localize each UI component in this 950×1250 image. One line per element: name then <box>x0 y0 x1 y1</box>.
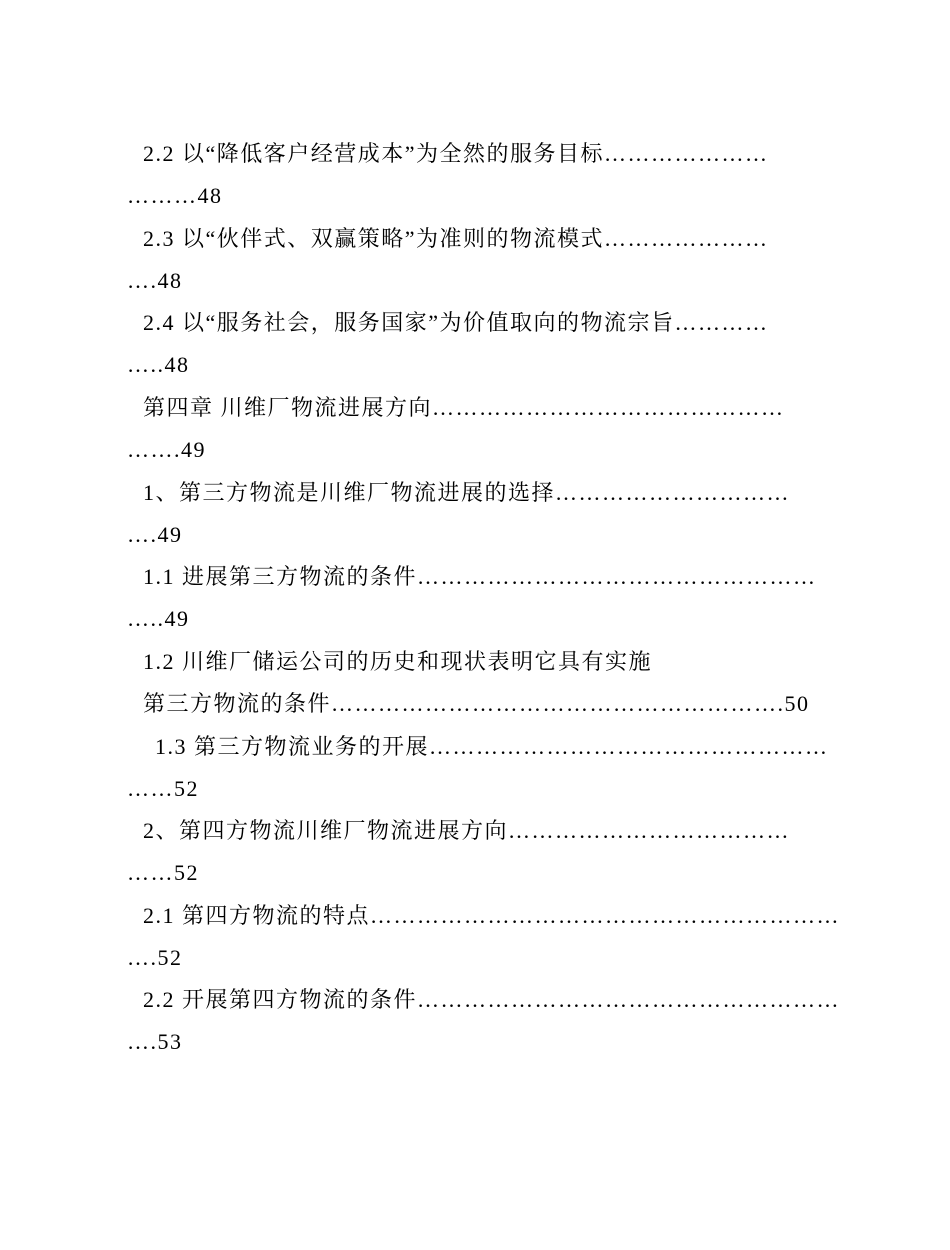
toc-entry-1-page: ….49 <box>127 522 183 547</box>
toc-entry-1-2-page: 第三方物流的条件………………………………………………….50 <box>143 691 810 716</box>
toc-entry-2-2b-title: 2.2 开展第四方物流的条件……………………………………………… <box>143 987 841 1012</box>
toc-entry-1-3-title: 1.3 第三方物流业务的开展…………………………………………… <box>155 734 829 759</box>
toc-entry-1-title: 1、第三方物流是川维厂物流进展的选择………………………… <box>143 480 791 505</box>
toc-entry-2-2-page: ………48 <box>127 183 223 208</box>
toc-entry-1-1-title: 1.1 进展第三方物流的条件…………………………………………… <box>143 564 817 589</box>
toc-entry-2-2-title: 2.2 以“降低客户经营成本”为全然的服务目标………………… <box>143 141 769 166</box>
toc-entry-1-2-title: 1.2 川维厂储运公司的历史和现状表明它具有实施 <box>143 649 653 674</box>
toc-entry-chapter-4-title: 第四章 川维厂物流进展方向……………………………………… <box>143 395 785 420</box>
toc-entry-2-title: 2、第四方物流川维厂物流进展方向……………………………… <box>143 818 791 843</box>
toc-entry-2-2b-page: ….53 <box>127 1029 183 1054</box>
toc-entry-chapter-4-page: …….49 <box>127 437 206 462</box>
toc-entry-2-1-page: ….52 <box>127 945 183 970</box>
toc-entry-2-3-page: ….48 <box>127 268 183 293</box>
toc-entry-2-4-page: …..48 <box>127 352 190 377</box>
toc-entry-2-page: ……52 <box>127 860 199 885</box>
toc-entry-1-3-page: ……52 <box>127 776 199 801</box>
toc-entry-2-1-title: 2.1 第四方物流的特点…………………………………………………… <box>143 903 841 928</box>
toc-entry-2-4-title: 2.4 以“服务社会，服务国家”为价值取向的物流宗旨………… <box>143 310 769 335</box>
toc-entry-1-1-page: …..49 <box>127 606 190 631</box>
toc-entry-2-3-title: 2.3 以“伙伴式、双赢策略”为准则的物流模式………………… <box>143 226 769 251</box>
